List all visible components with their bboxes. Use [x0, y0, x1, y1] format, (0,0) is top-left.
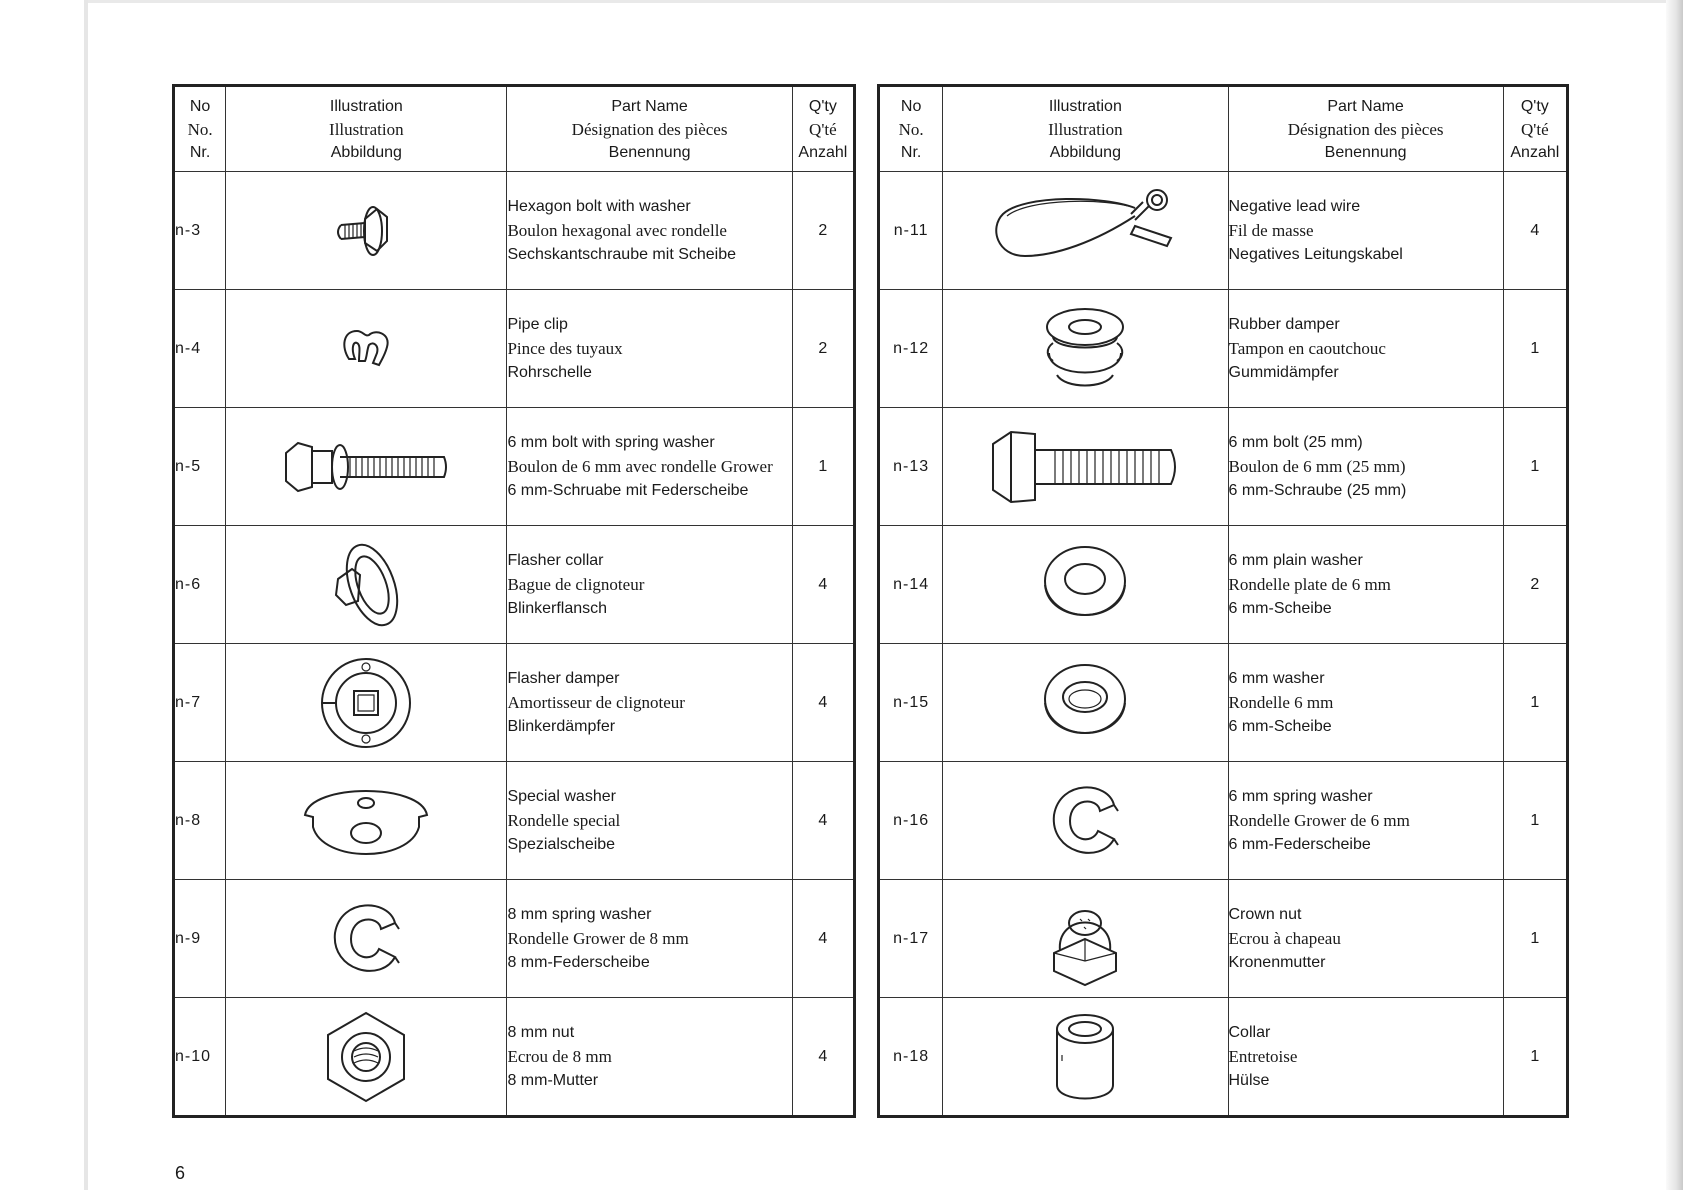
part-quantity: 2 — [792, 172, 854, 290]
part-name — [507, 644, 792, 762]
table-row — [174, 880, 855, 998]
part-quantity: 1 — [792, 408, 854, 526]
part-name-de: Negatives Leitungskabel — [1228, 245, 1403, 263]
flasher-collar-icon — [316, 535, 416, 635]
part-name-fr: Amortisseur de clignoteur — [507, 692, 685, 712]
part-illustration — [226, 172, 507, 290]
part-number: n-18 — [879, 998, 943, 1117]
bolt-with-spring-washer-icon — [276, 427, 456, 507]
flasher-damper-icon — [316, 653, 416, 753]
part-name-de: 6 mm-Scheibe — [1228, 717, 1332, 735]
hex-nut-icon — [316, 1007, 416, 1107]
part-quantity: 1 — [1503, 644, 1567, 762]
part-number: n-14 — [879, 526, 943, 644]
part-name — [1228, 172, 1503, 290]
part-name-fr: Boulon de 6 mm avec rondelle Grower — [507, 456, 773, 476]
part-number: n-4 — [174, 290, 226, 408]
header-qty: Q'ty Q'té Anzahl — [1503, 86, 1567, 172]
part-name-en: Flasher collar — [507, 551, 604, 569]
part-name-fr: Rondelle Grower de 8 mm — [507, 928, 689, 948]
part-quantity: 4 — [792, 526, 854, 644]
page-top-shadow — [88, 0, 1666, 3]
table-row — [174, 998, 855, 1117]
part-name-en: Flasher damper — [507, 669, 620, 687]
part-illustration — [943, 290, 1228, 408]
part-name-en: Negative lead wire — [1228, 197, 1361, 215]
part-quantity: 4 — [792, 644, 854, 762]
part-name-fr: Rondelle special — [507, 810, 621, 830]
part-number: n-16 — [879, 762, 943, 880]
header-row — [879, 86, 1568, 172]
part-name — [1228, 408, 1503, 526]
part-quantity: 2 — [1503, 526, 1567, 644]
part-name-fr: Ecrou de 8 mm — [507, 1046, 612, 1066]
table-row — [879, 644, 1568, 762]
header-qty: Q'ty Q'té Anzahl — [792, 86, 854, 172]
parts-table-right — [877, 84, 1569, 1118]
part-name — [507, 526, 792, 644]
part-illustration — [943, 998, 1228, 1117]
part-number: n-11 — [879, 172, 943, 290]
header-part-name: Part Name Désignation des pièces Benennung — [1228, 86, 1503, 172]
header-row — [174, 86, 855, 172]
part-number: n-7 — [174, 644, 226, 762]
lead-wire-icon — [985, 186, 1185, 276]
crown-nut-icon — [1040, 889, 1130, 989]
part-number: n-9 — [174, 880, 226, 998]
part-name-en: 8 mm spring washer — [507, 905, 652, 923]
part-name-de: Hülse — [1228, 1071, 1270, 1089]
part-quantity: 1 — [1503, 290, 1567, 408]
part-name-de: Gummidämpfer — [1228, 363, 1339, 381]
part-number: n-12 — [879, 290, 943, 408]
spring-washer-icon — [321, 889, 411, 989]
parts-table-left — [172, 84, 856, 1118]
washer-icon — [1035, 653, 1135, 753]
part-name-de: Blinkerdämpfer — [507, 717, 616, 735]
table-row — [879, 172, 1568, 290]
part-number: n-8 — [174, 762, 226, 880]
header-illustration: Illustration Illustration Abbildung — [226, 86, 507, 172]
part-number: n-13 — [879, 408, 943, 526]
part-name-de: 8 mm-Mutter — [507, 1071, 599, 1089]
part-name — [1228, 290, 1503, 408]
part-name-en: 6 mm washer — [1228, 669, 1325, 687]
header-part-name: Part Name Désignation des pièces Benennung — [507, 86, 792, 172]
header-no: No No. Nr. — [174, 86, 226, 172]
page-edge-right — [1666, 0, 1683, 1190]
table-row — [174, 172, 855, 290]
plain-washer-icon — [1035, 535, 1135, 635]
part-name-fr: Boulon hexagonal avec rondelle — [507, 220, 727, 240]
table-row — [174, 526, 855, 644]
table-row — [174, 290, 855, 408]
part-name-en: 8 mm nut — [507, 1023, 575, 1041]
part-name — [507, 172, 792, 290]
part-illustration — [943, 172, 1228, 290]
part-number: n-6 — [174, 526, 226, 644]
part-name-fr: Rondelle 6 mm — [1228, 692, 1334, 712]
part-name — [1228, 880, 1503, 998]
header-no: No No. Nr. — [879, 86, 943, 172]
part-name-fr: Bague de clignoteur — [507, 574, 645, 594]
part-number: n-3 — [174, 172, 226, 290]
part-name-en: 6 mm bolt (25 mm) — [1228, 433, 1363, 451]
table-row — [174, 644, 855, 762]
collar-icon — [1040, 1007, 1130, 1107]
table-row — [879, 880, 1568, 998]
part-name — [1228, 998, 1503, 1117]
part-name-en: Rubber damper — [1228, 315, 1340, 333]
part-name-en: Pipe clip — [507, 315, 568, 333]
header-illustration: Illustration Illustration Abbildung — [943, 86, 1228, 172]
part-name — [1228, 526, 1503, 644]
part-name — [507, 762, 792, 880]
part-name-fr: Rondelle Grower de 6 mm — [1228, 810, 1410, 830]
part-quantity: 4 — [792, 762, 854, 880]
part-name — [507, 998, 792, 1117]
hex-bolt-icon — [985, 422, 1185, 512]
part-name-en: Special washer — [507, 787, 616, 805]
part-name-en: 6 mm bolt with spring washer — [507, 433, 715, 451]
part-name-fr: Pince des tuyaux — [507, 338, 623, 358]
part-quantity: 4 — [1503, 172, 1567, 290]
part-quantity: 1 — [1503, 880, 1567, 998]
part-name-de: 6 mm-Schruabe mit Federscheibe — [507, 481, 749, 499]
part-name-fr: Fil de masse — [1228, 220, 1314, 240]
part-illustration — [226, 290, 507, 408]
part-quantity: 4 — [792, 880, 854, 998]
part-name-de: 6 mm-Schraube (25 mm) — [1228, 481, 1407, 499]
part-name-fr: Rondelle plate de 6 mm — [1228, 574, 1391, 594]
part-illustration — [226, 998, 507, 1117]
part-name-fr: Entretoise — [1228, 1046, 1298, 1066]
part-illustration — [943, 762, 1228, 880]
part-number: n-5 — [174, 408, 226, 526]
page-edge-left — [84, 0, 88, 1190]
part-name-en: 6 mm spring washer — [1228, 787, 1373, 805]
part-illustration — [943, 526, 1228, 644]
part-illustration — [943, 644, 1228, 762]
part-name-de: Blinkerflansch — [507, 599, 608, 617]
part-name-de: Kronenmutter — [1228, 953, 1326, 971]
part-name-de: Spezialscheibe — [507, 835, 616, 853]
part-number: n-10 — [174, 998, 226, 1117]
table-row — [879, 762, 1568, 880]
part-illustration — [943, 880, 1228, 998]
table-row — [879, 408, 1568, 526]
table-row — [879, 998, 1568, 1117]
part-quantity: 1 — [1503, 998, 1567, 1117]
rubber-damper-icon — [1035, 299, 1135, 399]
part-illustration — [226, 880, 507, 998]
part-name-de: 6 mm-Federscheibe — [1228, 835, 1371, 853]
pipe-clip-icon — [321, 309, 411, 389]
part-quantity: 1 — [1503, 762, 1567, 880]
part-illustration — [226, 408, 507, 526]
table-row — [879, 290, 1568, 408]
part-name-de: 8 mm-Federscheibe — [507, 953, 650, 971]
part-name-fr: Tampon en caoutchouc — [1228, 338, 1386, 358]
part-name — [1228, 644, 1503, 762]
page-number: 6 — [175, 1163, 186, 1183]
part-name-fr: Boulon de 6 mm (25 mm) — [1228, 456, 1406, 476]
table-row — [174, 762, 855, 880]
part-illustration — [226, 644, 507, 762]
part-name-de: Sechskantschraube mit Scheibe — [507, 245, 737, 263]
part-name — [507, 290, 792, 408]
part-quantity: 1 — [1503, 408, 1567, 526]
table-row — [174, 408, 855, 526]
part-quantity: 2 — [792, 290, 854, 408]
part-name-de: Rohrschelle — [507, 363, 592, 381]
part-name-fr: Ecrou à chapeau — [1228, 928, 1341, 948]
part-name-en: Collar — [1228, 1023, 1271, 1041]
hexagon-bolt-with-washer-icon — [321, 191, 411, 271]
part-name-en: Crown nut — [1228, 905, 1302, 923]
part-name — [507, 408, 792, 526]
part-number: n-15 — [879, 644, 943, 762]
special-washer-icon — [291, 771, 441, 871]
part-name-en: Hexagon bolt with washer — [507, 197, 691, 215]
part-illustration — [226, 762, 507, 880]
spring-washer-icon — [1040, 771, 1130, 871]
part-illustration — [226, 526, 507, 644]
part-name-de: 6 mm-Scheibe — [1228, 599, 1332, 617]
part-number: n-17 — [879, 880, 943, 998]
part-name-en: 6 mm plain washer — [1228, 551, 1363, 569]
part-name — [1228, 762, 1503, 880]
part-name — [507, 880, 792, 998]
part-illustration — [943, 408, 1228, 526]
part-quantity: 4 — [792, 998, 854, 1117]
table-row — [879, 526, 1568, 644]
